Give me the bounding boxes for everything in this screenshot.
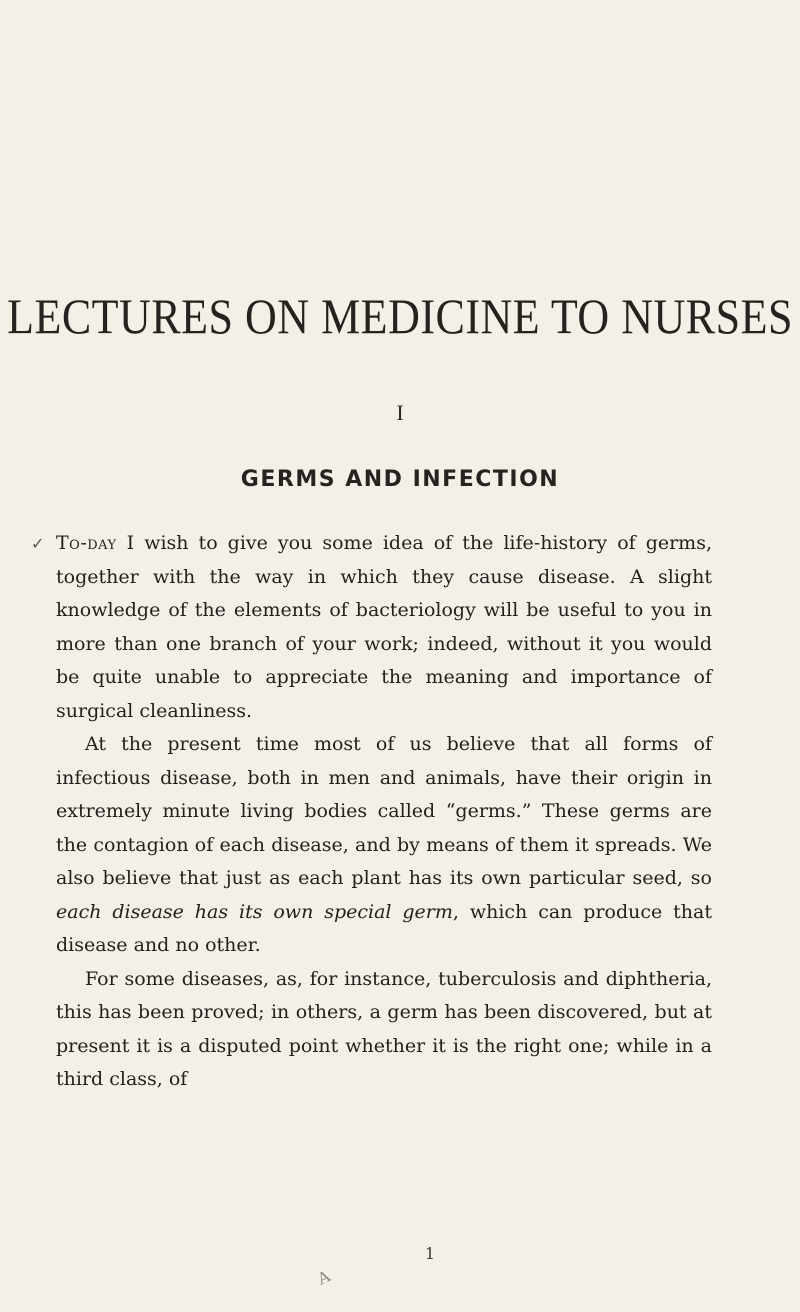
paragraph-2-text-after: , which can produce that disease and no other. — [56, 900, 712, 956]
lead-word: To-day — [56, 532, 117, 554]
paragraph-2-emphasis: each disease has its own special germ — [56, 900, 453, 923]
paragraph-1 — [56, 527, 712, 728]
margin-check-mark: ✓ — [31, 534, 45, 553]
paragraph-2-text-before: At the present time most of us believe that all forms of infectious disease, both in men and animals, have their origin in extremely minute living bodies called “germs.” These germs are the contagion of each disease, and by means of them it spreads. We also believe that just as each plant has its own particular seed, so — [56, 733, 712, 889]
signature-mark: A — [314, 1266, 334, 1289]
paragraph-3 — [56, 963, 712, 1097]
paragraph-1-text: I wish to give you some idea of the life-history of germs, together with the way in which they cause disease. A slight knowledge of the elements of bacteriology will be useful to you in more than one branch of your work; indeed, without it you would be quite unable to appreciate the meaning and importance of surgical cleanliness. — [56, 532, 712, 722]
paragraph-2 — [56, 728, 712, 963]
page-number: 1 — [424, 1244, 436, 1263]
paragraph-3-text: For some diseases, as, for instance, tuberculosis and diphtheria, this has been proved; in others, a germ has been discovered, but at present it is a disputed point whether it is the right one; while in a third class, of — [56, 967, 712, 1090]
chapter-title: GERMS AND INFECTION — [240, 467, 560, 492]
chapter-number: I — [396, 400, 404, 425]
book-title: LECTURES ON MEDICINE TO NURSES — [7, 289, 793, 344]
chapter-body — [56, 527, 712, 1097]
